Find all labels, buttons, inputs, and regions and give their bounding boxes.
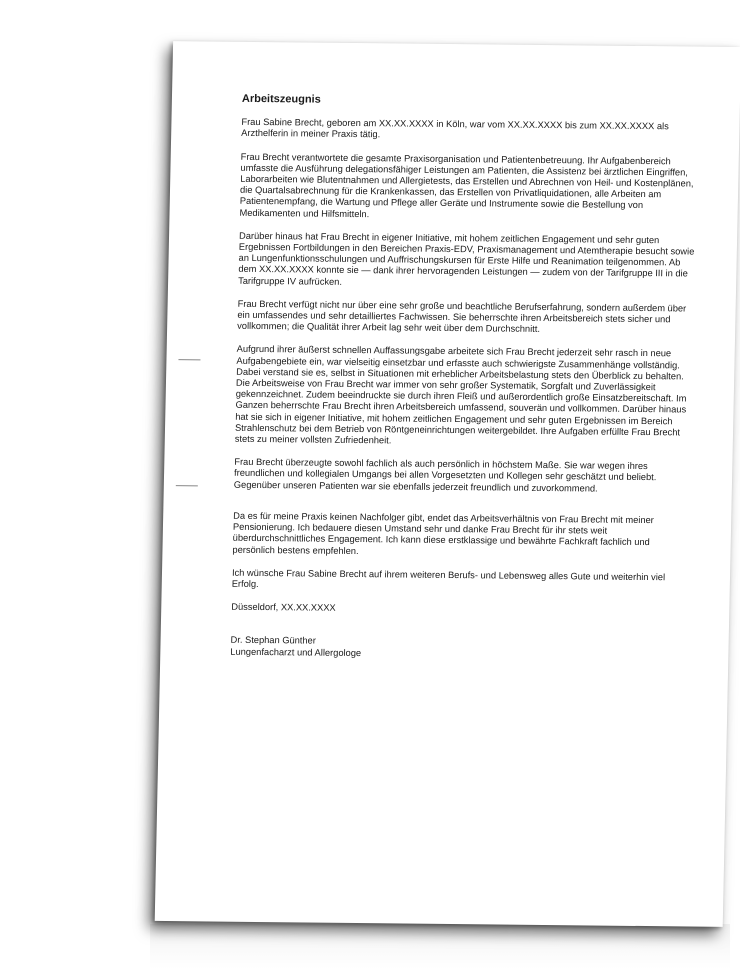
document-title: Arbeitszeugnis — [241, 92, 321, 106]
fold-mark-lower — [176, 485, 198, 486]
document-page — [155, 41, 740, 927]
signature-name: Dr. Stephan Günther — [230, 635, 316, 646]
date-line: Düsseldorf, XX.XX.XXXX — [231, 601, 336, 613]
paragraph-closing: Ich wünsche Frau Sabine Brecht auf ihrem weiteren Berufs- und Lebensweg alles Gute und weiterhin viel Erfolg. — [231, 567, 666, 589]
paragraph-expertise: Frau Brecht verfügt nicht nur über eine sehr große und beachtliche Berufserfahrung, sondern außerdem über ein umfassendes und sehr detailliertes Fachwissen. Sie beherrschte ihren Arbeitsbereich stets sicher und vollkommen; die Qualität ihrer Arbeit lag sehr weit über dem Durchschnitt. — [237, 298, 687, 335]
paragraph-performance: Aufgrund ihrer äußerst schnellen Auffassungsgabe arbeitete sich Frau Brecht jederzeit sehr rasch in neue Aufgabengebiete ein, war vielseitig einsetzbar und erfasste auch schwierigste Zusammenhänge vollständig. Dabei verstand sie es, selbst in Situationen mit erheblicher Arbeitsbelastung stets den Überblick zu behalten. Die Arbeitsweise von Frau Brecht war immer von sehr großer Systematik, Sorgfalt und Zuverlässigkeit gekennzeichnet. Zudem beeindruckte sie durch ihren Fleiß und außerordentlich große Einsatzbereitschaft. Im Ganzen beherrschte Frau Brecht ihren Arbeitsbereich umfassend, souverän und vollkommen. Darüber hinaus hat sie sich in eigener Initiative, mit hohem zeitlichen Engagement und sehr guten Ergebnissen im Bereich Strahlenschutz bei dem Betrieb von Röntgeneinrichtungen weitergebildet. Ihre Aufgaben erfüllte Frau Brecht stets zu meiner vollsten Zufriedenheit. — [234, 344, 687, 446]
paragraph-training: Darüber hinaus hat Frau Brecht in eigener Initiative, mit hohem zeitlichen Engagement und sehr guten Ergebnissen Fortbildungen in den Bereichen Praxis-EDV, Praxismanagement und Atemtherapie besucht sowie an Lungenfunktionsschulungen und Auffrischungskursen für Erste Hilfe und Reanimation teilgenommen. Ab dem XX.XX.XXXX konnte sie — dank ihrer hervoragenden Leistungen — zudem von der Tarifgruppe III in die Tarifgruppe IV aufrücken. — [238, 230, 695, 287]
paragraph-intro: Frau Sabine Brecht, geboren am XX.XX.XXXX in Köln, war vom XX.XX.XXXX bis zum XX.XX.XXXX als Arzthelferin in meiner Praxis tätig. — [241, 117, 669, 140]
fold-mark-upper — [178, 359, 200, 360]
paragraph-duties: Frau Brecht verantwortete die gesamte Praxisorganisation und Patientenbetreuung. Ihr Aufgabenbereich umfasste die Ausführung delegationsfähiger Leistungen am Patienten, die Assistenz bei ärztlichen Eingriffen, Laborarbeiten wie Blutentnahmen und Allergietests, das Erstellen und Abrechnen von Heil- und Kostenplänen, die Quartalsabrechnung für die Krankenkassen, das Erstellen von Privatliquidationen, alle Arbeiten am Patientenempfang, die Wartung und Pflege aller Geräte und Instrumente sowie die Bestellung von Medikamenten und Hilfsmitteln. — [239, 151, 694, 219]
paragraph-conduct: Frau Brecht überzeugte sowohl fachlich als auch persönlich in höchstem Maße. Sie war wegen ihres freundlichen und kollegialen Umgangs bei allen Vorgesetzten und Kollegen sehr geschätzt und beliebt. Gegenüber unseren Patienten war sie ebenfalls jederzeit freundlich und zuvorkommend. — [233, 457, 657, 494]
document-body — [230, 94, 702, 662]
paragraph-termination: Da es für meine Praxis keinen Nachfolger gibt, endet das Arbeitsverhältnis von Frau Brecht mit meiner Pensionierung. Ich bedauere diesen Umstand sehr und danke Frau Brecht für ihr stets weit überdurchschnittliches Engagement. Ich kann diese erstklassige und bewährte Fachkraft fachlich und persönlich bestens empfehlen. — [232, 510, 654, 556]
signature-title: Lungenfacharzt und Allergologe — [230, 646, 362, 658]
